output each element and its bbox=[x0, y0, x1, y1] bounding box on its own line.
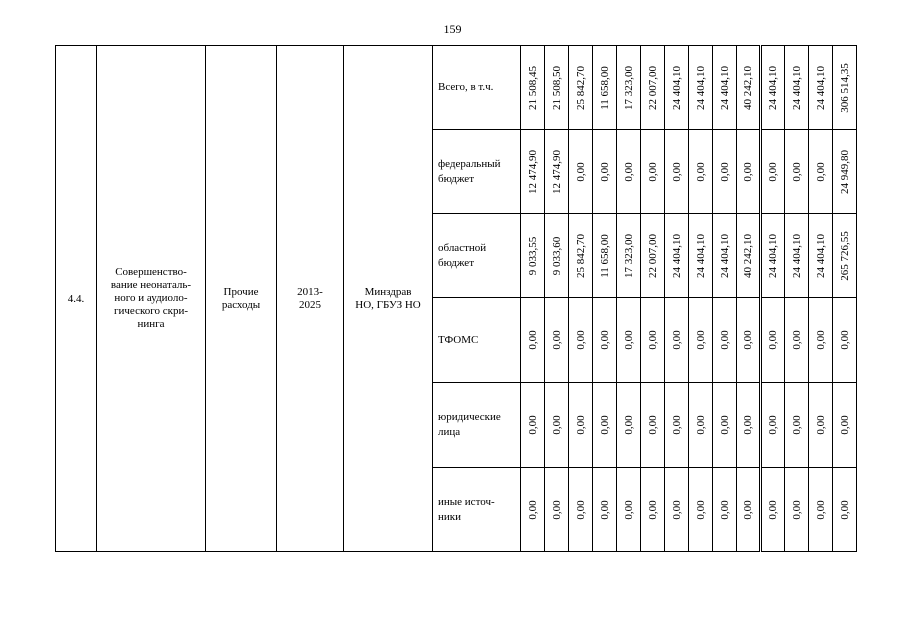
value-cell: 0,00 bbox=[718, 330, 731, 350]
value-cell: 0,00 bbox=[550, 330, 563, 350]
source-line: федеральный bbox=[438, 157, 501, 170]
value-cell: 0,00 bbox=[767, 415, 779, 435]
source-line: юридические bbox=[438, 411, 501, 423]
value-cell: 0,00 bbox=[574, 415, 587, 435]
value-cell: 0,00 bbox=[767, 161, 779, 182]
value-cell: 0,00 bbox=[646, 330, 659, 350]
row-number: 4.4. bbox=[56, 46, 97, 552]
table-body bbox=[56, 46, 857, 552]
value-cell: 0,00 bbox=[574, 499, 587, 520]
value-cell: 0,00 bbox=[814, 330, 827, 350]
activity-name-line: вание неонаталь- bbox=[110, 279, 192, 291]
value-cell: 21 508,50 bbox=[550, 65, 563, 110]
period-line: 2025 bbox=[299, 298, 321, 311]
value-cell: 24 404,10 bbox=[670, 233, 683, 278]
source-line: бюджет bbox=[438, 172, 474, 185]
executor-line: НО, ГБУЗ НО bbox=[355, 298, 421, 311]
value-cell: 11 658,00 bbox=[598, 65, 611, 110]
value-cell: 12 474,90 bbox=[550, 149, 563, 194]
value-cell: 0,00 bbox=[598, 161, 611, 182]
value-cell: 0,00 bbox=[742, 499, 754, 520]
value-cell: 0,00 bbox=[598, 330, 611, 350]
value-cell: 24 404,10 bbox=[790, 65, 803, 110]
value-cell: 24 404,10 bbox=[718, 65, 731, 110]
value-cell: 0,00 bbox=[814, 161, 827, 182]
executor bbox=[344, 46, 433, 552]
value-cell: 0,00 bbox=[790, 415, 803, 435]
value-cell: 0,00 bbox=[670, 161, 683, 182]
source-line: лица bbox=[438, 426, 461, 438]
value-cell: 0,00 bbox=[790, 161, 803, 182]
value-cell: 24 404,10 bbox=[814, 233, 827, 278]
value-cell: 0,00 bbox=[550, 499, 563, 520]
period-line: 2013- bbox=[297, 285, 323, 298]
value-cell-total: 0,00 bbox=[838, 415, 851, 435]
value-cell: 0,00 bbox=[718, 415, 731, 435]
value-cell-total: 306 514,35 bbox=[838, 62, 851, 113]
value-cell: 0,00 bbox=[694, 415, 707, 435]
table-row bbox=[56, 46, 857, 130]
value-cell-total: 0,00 bbox=[838, 330, 851, 350]
value-cell: 9 033,60 bbox=[550, 236, 563, 275]
value-cell: 9 033,55 bbox=[526, 236, 539, 275]
value-cell: 0,00 bbox=[526, 330, 539, 350]
source-line: областной bbox=[438, 241, 487, 254]
value-cell: 0,00 bbox=[718, 499, 731, 520]
value-cell: 24 404,10 bbox=[694, 65, 707, 110]
value-cell: 0,00 bbox=[767, 330, 779, 350]
source-line: Всего, в т.ч. bbox=[438, 81, 494, 93]
value-cell: 22 007,00 bbox=[646, 233, 659, 278]
source-line: иные источ- bbox=[438, 495, 495, 508]
value-cell: 17 323,00 bbox=[622, 233, 635, 278]
value-cell: 0,00 bbox=[670, 330, 683, 350]
activity-name bbox=[97, 46, 206, 552]
value-cell: 0,00 bbox=[574, 161, 587, 182]
value-cell: 0,00 bbox=[574, 330, 587, 350]
activity-name-line: Совершенство- bbox=[115, 266, 187, 278]
value-cell: 0,00 bbox=[622, 330, 635, 350]
value-cell: 11 658,00 bbox=[598, 233, 611, 278]
value-cell-total: 24 949,80 bbox=[838, 149, 851, 194]
value-cell: 0,00 bbox=[598, 499, 611, 520]
value-cell: 0,00 bbox=[598, 415, 611, 435]
value-cell: 0,00 bbox=[790, 499, 803, 520]
value-cell: 17 323,00 bbox=[622, 65, 635, 110]
value-cell: 0,00 bbox=[646, 415, 659, 435]
value-cell: 0,00 bbox=[814, 499, 827, 520]
funding-source-regional bbox=[433, 214, 521, 298]
value-cell: 0,00 bbox=[790, 330, 803, 350]
value-cell: 24 404,10 bbox=[718, 233, 731, 278]
value-cell: 0,00 bbox=[526, 415, 539, 435]
value-cell: 24 404,10 bbox=[790, 233, 803, 278]
source-line: ТФОМС bbox=[438, 333, 479, 346]
period bbox=[277, 46, 344, 552]
value-cell: 25 842,70 bbox=[574, 233, 587, 278]
value-cell: 0,00 bbox=[646, 161, 659, 182]
value-cell: 0,00 bbox=[646, 499, 659, 520]
value-cell: 40 242,10 bbox=[742, 233, 754, 278]
page-number: 159 bbox=[443, 22, 462, 36]
funding-source-tfoms bbox=[433, 298, 521, 383]
source-line: бюджет bbox=[438, 256, 474, 269]
value-cell: 21 508,45 bbox=[526, 65, 539, 110]
funding-source-legal-entities bbox=[433, 383, 521, 468]
funding-source-other bbox=[433, 468, 521, 552]
value-cell: 24 404,10 bbox=[814, 65, 827, 110]
expense-type bbox=[206, 46, 277, 552]
value-cell: 24 404,10 bbox=[767, 233, 779, 278]
value-cell: 12 474,90 bbox=[526, 149, 539, 194]
expense-type-line: Прочие bbox=[223, 285, 259, 298]
value-cell: 0,00 bbox=[742, 161, 754, 182]
value-cell: 0,00 bbox=[694, 161, 707, 182]
value-cell: 22 007,00 bbox=[646, 65, 659, 110]
expense-type-line: расходы bbox=[221, 298, 261, 311]
value-cell: 0,00 bbox=[694, 499, 707, 520]
value-cell: 0,00 bbox=[694, 330, 707, 350]
activity-name-line: гического скри- bbox=[113, 305, 189, 317]
value-cell: 24 404,10 bbox=[670, 65, 683, 110]
executor-line: Минздрав bbox=[364, 285, 412, 298]
activity-name-line: ного и аудиоло- bbox=[114, 292, 188, 304]
value-cell: 24 404,10 bbox=[767, 65, 779, 110]
value-cell: 24 404,10 bbox=[694, 233, 707, 278]
value-cell-total: 0,00 bbox=[838, 499, 851, 520]
value-cell: 0,00 bbox=[767, 499, 779, 520]
value-cell: 0,00 bbox=[670, 415, 683, 435]
value-cell: 25 842,70 bbox=[574, 65, 587, 110]
value-cell: 0,00 bbox=[670, 499, 683, 520]
value-cell: 0,00 bbox=[622, 415, 635, 435]
funding-table bbox=[55, 45, 857, 552]
funding-source-federal bbox=[433, 130, 521, 214]
value-cell: 0,00 bbox=[526, 499, 539, 520]
value-cell-total: 265 726,55 bbox=[838, 230, 851, 281]
value-cell: 0,00 bbox=[622, 161, 635, 182]
value-cell: 40 242,10 bbox=[742, 65, 754, 110]
value-cell: 0,00 bbox=[742, 330, 754, 350]
value-cell: 0,00 bbox=[718, 161, 731, 182]
funding-source-total bbox=[433, 46, 521, 130]
value-cell: 0,00 bbox=[814, 415, 827, 435]
value-cell: 0,00 bbox=[622, 499, 635, 520]
value-cell: 0,00 bbox=[550, 415, 563, 435]
source-line: ники bbox=[438, 510, 462, 523]
activity-name-line: нинга bbox=[137, 318, 165, 330]
value-cell: 0,00 bbox=[742, 415, 754, 435]
